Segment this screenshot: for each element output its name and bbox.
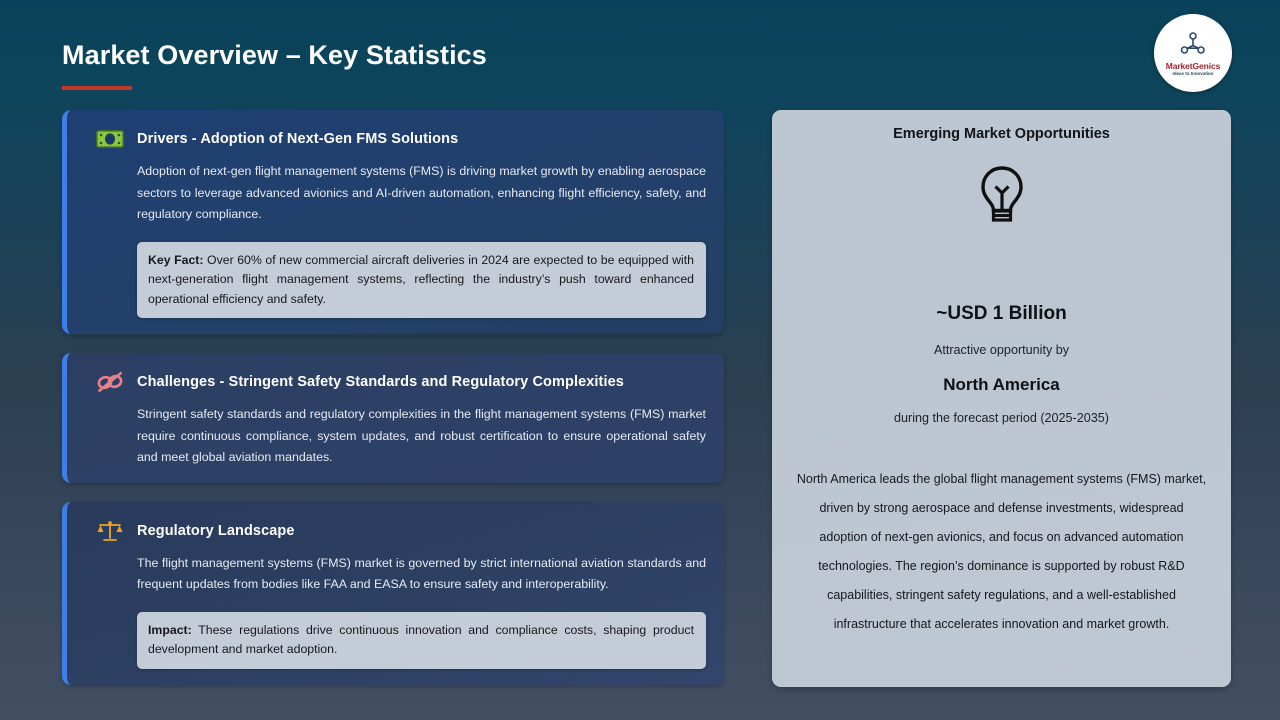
key-fact-callout	[137, 242, 706, 319]
title-underline-rule	[62, 86, 132, 90]
panel-title: Emerging Market Opportunities	[893, 126, 1110, 142]
broken-chain-icon	[95, 369, 125, 395]
lightbulb-icon	[974, 164, 1030, 231]
callout-label: Impact:	[148, 622, 192, 637]
card-title: Regulatory Landscape	[137, 522, 295, 539]
card-regulatory-landscape[interactable]	[62, 502, 724, 685]
leading-region: North America	[943, 375, 1060, 394]
card-header	[95, 126, 706, 152]
card-body-text: Stringent safety standards and regulatory complexities in the flight management systems (FMS) market require continuous compliance, system updates, and robust certification to ensure operational safety and meet global aviation mandates.	[137, 407, 706, 464]
card-body-text: Adoption of next-gen flight management systems (FMS) is driving market growth by enabling aerospace sectors to leverage advanced avionics and AI-driven automation, enhancing flight efficiency, safety, and regulatory compliance.	[137, 164, 706, 221]
card-title: Challenges - Stringent Safety Standards and Regulatory Complexities	[137, 374, 624, 390]
balance-scale-icon	[95, 518, 125, 544]
insight-cards-column	[62, 110, 724, 704]
card-body-text: The flight management systems (FMS) market is governed by strict international aviation standards and frequent updates from bodies like FAA and EASA to ensure safety and interoperability.	[137, 555, 706, 591]
opportunity-subtitle: Attractive opportunity by	[933, 343, 1070, 357]
callout-text: Over 60% of new commercial aircraft deliveries in 2024 are expected to be equipped with next-generation flight management systems, reflecting the industry’s push toward enhanced operational efficiency and safety.	[148, 252, 695, 306]
market-value: ~USD 1 Billion	[936, 303, 1067, 324]
callout-text: These regulations drive continuous innovation and compliance costs, shaping product development and market adoption.	[148, 622, 694, 656]
card-challenges[interactable]	[62, 353, 724, 483]
card-drivers[interactable]	[62, 110, 724, 334]
card-header	[95, 518, 706, 544]
panel-description: North America leads the global flight management systems (FMS) market, driven by strong aerospace and defense investments, widespread adoption of next-gen avionics, and focus on advanced automation technologies. The region’s dominance is supported by robust R&D capabilities, stringent safety regulations, and a well-established infrastructure that accelerates innovation and market growth.	[796, 472, 1207, 631]
logo-tagline: Ideas to Innovation	[1172, 70, 1214, 76]
forecast-period: during the forecast period (2025-2035)	[894, 411, 1109, 425]
card-title: Drivers - Adoption of Next-Gen FMS Solutions	[137, 131, 459, 147]
banknote-icon	[95, 126, 125, 152]
card-header	[95, 369, 706, 395]
emerging-market-opportunities-panel	[772, 110, 1231, 687]
network-nodes-icon	[1180, 32, 1206, 61]
logo-company-name: MarketGenics	[1165, 60, 1221, 71]
callout-label: Key Fact:	[148, 252, 204, 267]
page-title: Market Overview – Key Statistics	[62, 40, 487, 70]
company-logo	[1154, 14, 1232, 92]
impact-callout	[137, 612, 706, 669]
